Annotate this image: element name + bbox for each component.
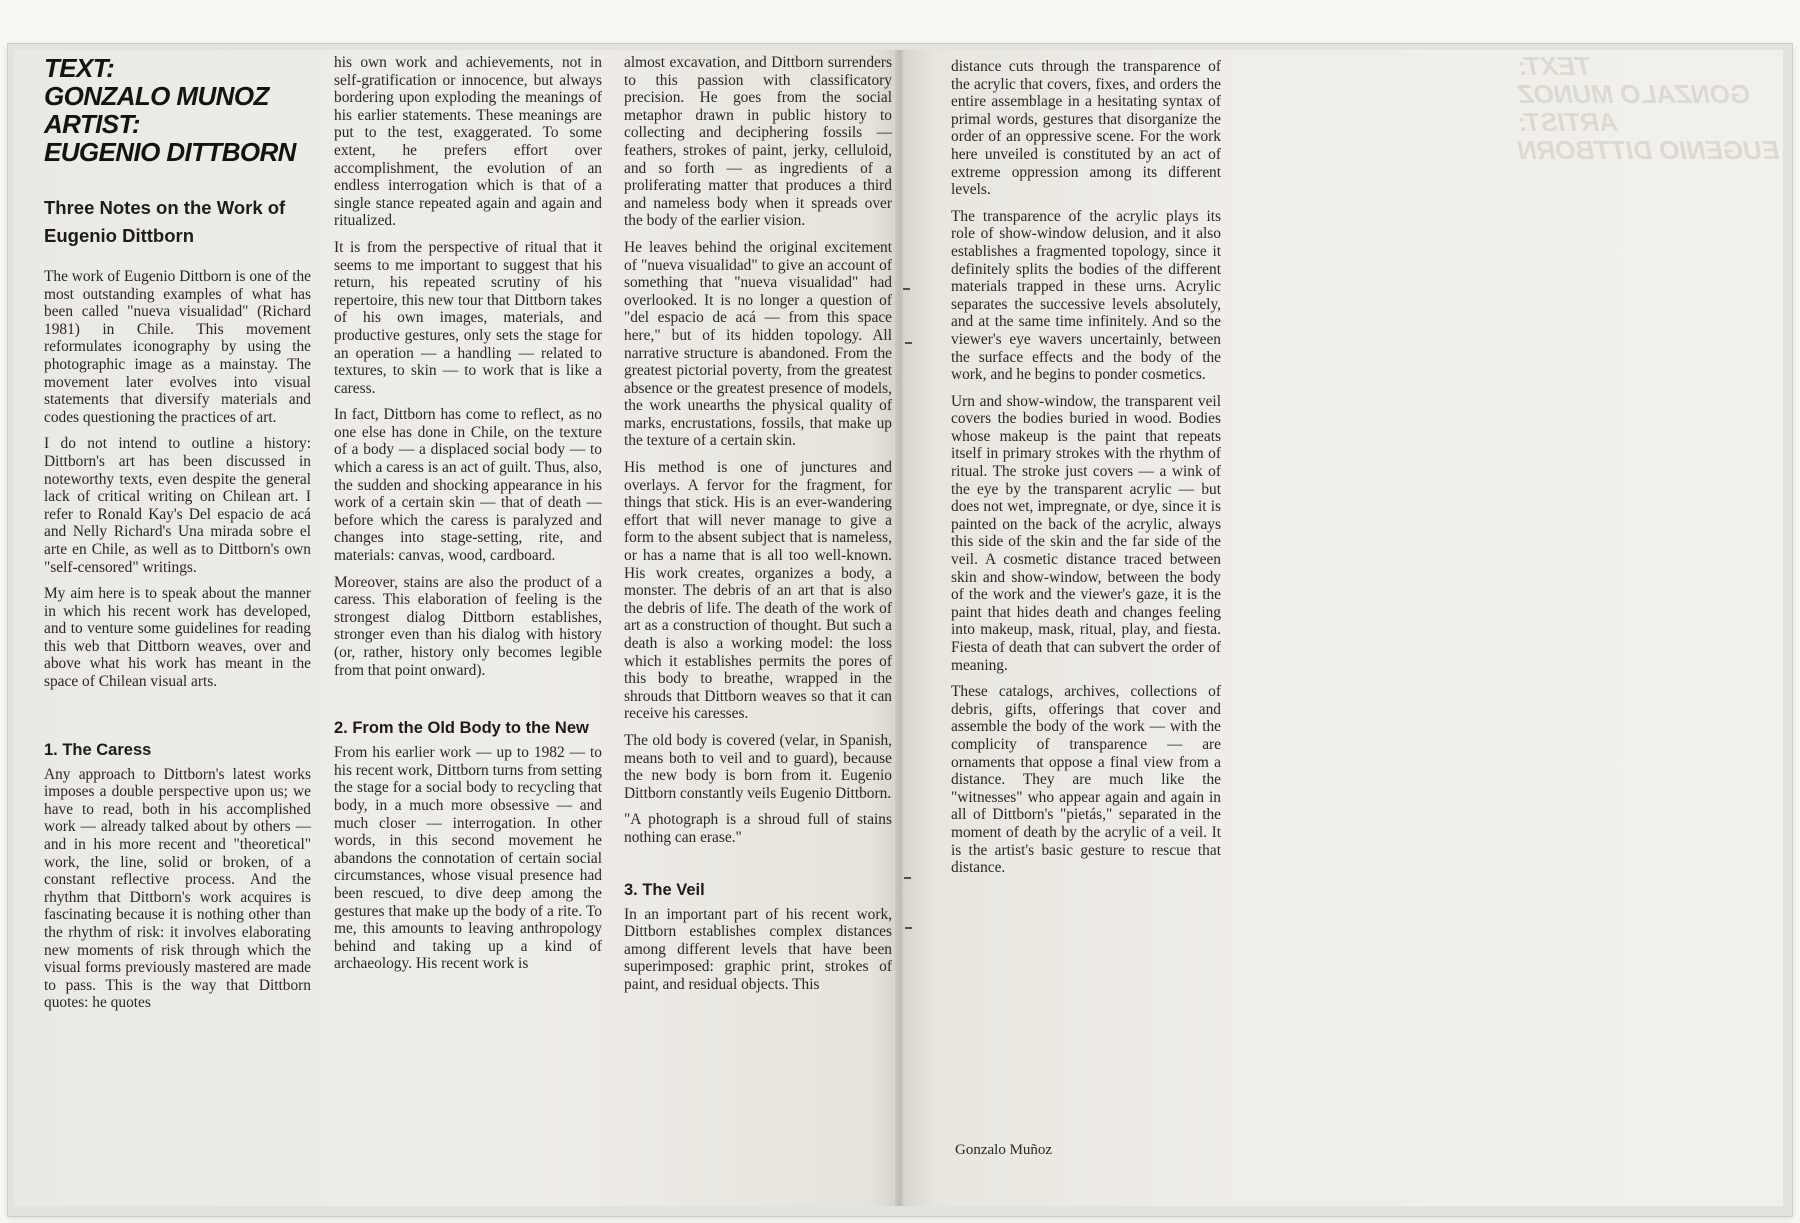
- column-3: [624, 54, 892, 1003]
- paragraph: It is from the perspective of ritual that it seems to me important to suggest that his return, his repeated scrutiny of his repertoire, this new tour that Dittborn takes of his own images, materials, and productive gestures, only sets the stage for an operation — a handling — related to textures, to skin — to work that is like a caress.: [334, 238, 602, 397]
- section-heading-old-body: 2. From the Old Body to the New: [334, 719, 589, 738]
- column-1: [44, 54, 311, 1021]
- paragraph: The transparence of the acrylic plays its role of show-window delusion, and it also establishes a fragmented topology, since it definitely splits the bodies of the different materials trapped in these urns. Acrylic separates the successive levels absolutely, and at the same time infinitely. And so the viewer's eye wavers uncertainly, between the surface effects and the body of the work, and he begins to ponder cosmetics.: [951, 207, 1221, 384]
- paragraph: his own work and achievements, not in self-gratification or innocence, but always bordering upon exploding the meanings of his earlier statements. These meanings are put to the test, exaggerated. To some extent, he prefers effort over accomplishment, the evolution of an endless interrogation which is that of a single stance repeated again and again and ritualized.: [334, 54, 602, 230]
- artist-name: EUGENIO DITTBORN: [44, 137, 296, 167]
- paragraph: distance cuts through the transparence of the acrylic that covers, fixes, and orders the entire assemblage in a hesitating syntax of primal words, gestures that disorganize the order of an oppressive scene. For the work here unveiled is constituted by an act of extreme oppression among its different levels.: [951, 58, 1221, 199]
- column-2: [334, 54, 602, 982]
- show-through-text: TEXT: GONZALO MUNOZ ARTIST: EUGENIO DITTBORN: [1518, 51, 1780, 165]
- text-author: GONZALO MUNOZ: [44, 81, 269, 111]
- paragraph: The work of Eugenio Dittborn is one of the most outstanding examples of what has been called "nueva visualidad" (Richard 1981) in Chile. This movement reformulates iconography by using the photographic image as a mainstay. The movement later evolves into visual statements that diversify materials and codes questioning the practices of art.: [44, 268, 311, 426]
- paragraph: Urn and show-window, the transparent veil covers the bodies buried in wood. Bodies whose makeup is the paint that repeats itself in primary strokes with the rhythm of ritual. The stroke just covers — a wink of the eye by the transparent acrylic — but does not wet, impregnate, or dye, since it is painted on the back of the acrylic, always this side of the skin and the far side of the veil. A cosmetic distance traced between skin and show-window, between the body of the work and the viewer's gaze, it is the paint that hides death and changes feeling into makeup, mask, ritual, play, and fiesta. Fiesta of death that can subvert the order of meaning.: [951, 392, 1221, 674]
- paragraph: He leaves behind the original excitement of "nueva visualidad" to give an account of something that "nueva visualidad" had overlooked. It is no longer a question of "del espacio de acá — from this space here," but of its hidden topology. All narrative structure is abandoned. From the greatest pictorial poverty, from the greatest absence or the greatest presence of models, the work unearths the physical quality of marks, encrustations, fossils, that make up the texture of a certain skin.: [624, 238, 892, 450]
- section-heading-veil: 3. The Veil: [624, 880, 705, 899]
- paragraph: These catalogs, archives, collections of debris, gifts, offerings that cover and assemble the body of the work — with the complicity of transparence — are ornaments that oppose a final view from a distance. They are much like the "witnesses" who appear again and again in all of Dittborn's "pietás," separated in the moment of death by the acrylic of a veil. It is the artist's basic gesture to rescue that distance.: [951, 683, 1221, 877]
- paragraph: I do not intend to outline a history: Dittborn's art has been discussed in noteworthy texts, even despite the general lack of critical writing on Chilean art. I refer to Ronald Kay's Del espacio de acá and Nelly Richard's Una mirada sobre el arte en Chile, as well as to Dittborn's own "self-censored" writings.: [44, 435, 311, 576]
- section-heading-caress: 1. The Caress: [44, 740, 152, 759]
- text-label: TEXT:: [44, 53, 115, 83]
- paragraph: My aim here is to speak about the manner in which his recent work has developed, and to venture some guidelines for reading this web that Dittborn weaves, over and above what his work has meant in the space of Chilean visual arts.: [44, 585, 311, 691]
- paragraph: From his earlier work — up to 1982 — to his recent work, Dittborn turns from setting the stage for a social body to recycling that body, in a much more obsessive — and much closer — interrogation. In other words, in this second movement he abandons the connotation of certain social circumstances, whose visual presence had been rescued, to dive deep among the gestures that make up the body of a rite. To me, this amounts to leaving anthropology behind and taking up a kind of archaeology. His recent work is: [334, 744, 603, 973]
- author-signature: Gonzalo Muñoz: [955, 1142, 1053, 1158]
- artist-label: ARTIST:: [44, 109, 140, 139]
- staple-mark: [904, 877, 911, 879]
- paragraph: In an important part of his recent work, Dittborn establishes complex distances among different levels that have been superimposed: graphic print, strokes of paint, and residual objects. This: [624, 905, 892, 993]
- staple-mark: [905, 342, 912, 344]
- staple-mark: [903, 288, 910, 290]
- staple-mark: [905, 927, 912, 929]
- paragraph: In fact, Dittborn has come to reflect, as no one else has done in Chile, on the texture of a body — a displaced social body — to which a caress is an act of guilt. Thus, also, the sudden and shocking appearance in his work of a certain skin — that of death — before which the caress is paralyzed and changes into stage-setting, rite, and materials: canvas, wood, cardboard.: [334, 406, 602, 565]
- article-title: Three Notes on the Work of Eugenio Dittborn: [44, 197, 286, 246]
- paragraph: Moreover, stains are also the product of a caress. This elaboration of feeling is the strongest dialog Dittborn establishes, stronger even than his dialog with history (or, rather, history only becomes legible from that point onward).: [334, 573, 602, 679]
- column-4: [951, 58, 1221, 886]
- paragraph: almost excavation, and Dittborn surrenders to this passion with classificatory precision. He goes from the social metaphor drawn in public history to collecting and deciphering fossils — feathers, strokes of paint, jerky, celluloid, and so forth — as ingredients of a proliferating matter that produces a third and nameless body when it spreads over the body of the earlier vision.: [624, 54, 892, 230]
- magazine-spread: [8, 44, 1792, 1216]
- paragraph: The old body is covered (velar, in Spanish, means both to veil and to guard), because the new body is born from it. Eugenio Dittborn constantly veils Eugenio Dittborn.: [624, 731, 892, 802]
- credits-heading: [44, 54, 311, 166]
- paragraph: Any approach to Dittborn's latest works imposes a double perspective upon us; we have to read, both in his accomplished work — already talked about by others — and in his more recent and "theoretical" work, the line, solid or broken, of a constant reflective process. And the rhythm that Dittborn's work acquires is fascinating because it is nothing other than the rhythm of risk: it involves elaborating new moments of risk through which the visual forms previously mastered are made to pass. This is the way that Dittborn quotes: he quotes: [44, 765, 311, 1012]
- paragraph: His method is one of junctures and overlays. A fervor for the fragment, for things that stick. His is an ever-wandering effort that will never manage to give a form to the absent subject that is nameless, or has a name that is all too well-known. His work creates, organizes a body, a monster. The debris of an art that is also the debris of life. The death of the work of art as a construction of thought. But such a death is also a working model: the loss which it establishes permits the pores of this body to breathe, wrapped in the shrouds that Dittborn weaves so that it can receive his caresses.: [624, 459, 892, 723]
- left-page: [14, 50, 896, 1206]
- quote: "A photograph is a shroud full of stains nothing can erase.": [624, 811, 892, 846]
